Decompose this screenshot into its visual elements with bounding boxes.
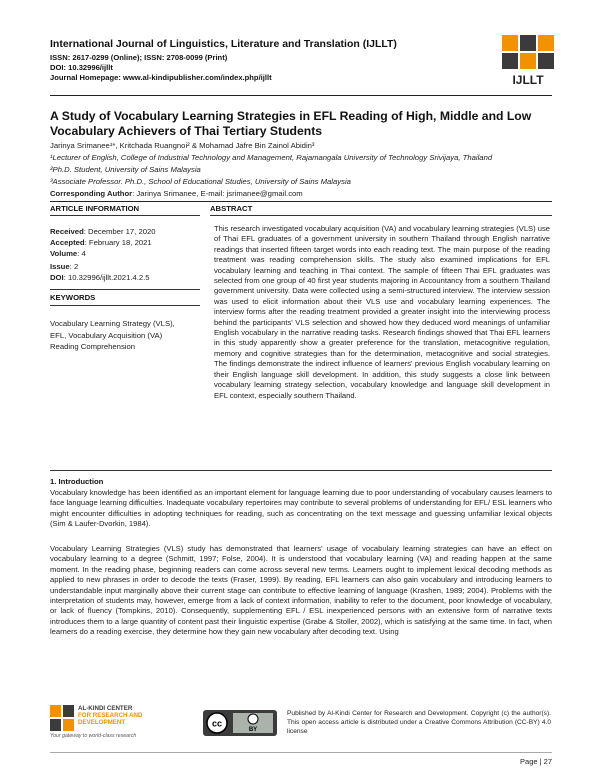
volume-value: : 4: [77, 249, 86, 258]
affiliation-1: ¹Lecturer of English, College of Industrial Technology and Management, Rajamangala University of Technology Srivijaya, Thailand: [50, 153, 493, 162]
affiliation-2: ²Ph.D. Student, University of Sains Malaysia: [50, 165, 201, 174]
section-rule-top: [50, 201, 552, 202]
volume: [50, 249, 86, 258]
alkindi-tagline: Your gateway to world-class research: [50, 733, 137, 739]
corresponding-author: [50, 189, 303, 198]
intro-heading: 1. Introduction: [50, 477, 104, 486]
accepted-value: : February 18, 2021: [84, 238, 152, 247]
keywords-rule-bottom: [50, 305, 200, 306]
footer-rule: [50, 752, 552, 753]
keywords-heading: KEYWORDS: [50, 293, 96, 302]
by-label: BY: [248, 727, 258, 733]
center-line-1: AL-KINDI CENTER: [78, 705, 133, 712]
corresponding-value: : Jarinya Srimanee, E-mail: jsrimanee@gmail.com: [132, 189, 303, 198]
header-rule: [50, 95, 552, 96]
alkindi-center-name: [78, 705, 142, 726]
issue-value: : 2: [69, 262, 79, 271]
journal-homepage[interactable]: Journal Homepage: www.al-kindipublisher.com/index.php/ijllt: [50, 73, 272, 82]
intro-paragraph-2: Vocabulary Learning Strategies (VLS) study has demonstrated that learners' usage of vocabulary learning strategies can have an effect on vocabulary learning to a degree (Schmitt, 1997; Folse, 2004). It is understood that vocabulary learning (VA) and reading happen at the same moment. In the reading phase, beginning readers can come across several new terms. Learners ought to implement lexical decoding methods as applied to new phrases in order to decode the texts (Fraser, 1999). By reading, EFL learners can also gain vocabulary and introducing learners to understandable input marginally above their current stage can contribute to effective learning of language (Krashen, 1989; 2004). Problems with the interpretation of students may, however, emerge from a lack of context information, inability to refer to the document, poor knowledge of vocabulary, or lack of fluency (Tompkins, 2010). Consequently, supplementing EFL / ESL inexperienced persons with an extensive form of narrative texts introduces them to a large quantity of content past their linguistic expertise (Grabe & Stoller, 2002), which is satisfying at the same time. In fact, when learners do a reading exercise, they determine how they gain new vocabulary after decoding text. Using: [50, 544, 552, 637]
cc-label: cc: [211, 718, 223, 729]
keywords-rule-top: [50, 289, 200, 290]
issue: [50, 262, 78, 271]
journal-title: International Journal of Linguistics, Literature and Translation (IJLLT): [50, 38, 397, 50]
volume-label: Volume: [50, 249, 78, 258]
section-rule-bottom: [50, 470, 552, 471]
center-line-2: FOR RESEARCH AND: [78, 712, 143, 719]
paper-title: A Study of Vocabulary Learning Strategies in EFL Reading of High, Middle and Low Vocabulary Achievers of Thai Tertiary Students: [50, 109, 532, 138]
received-value: : December 17, 2020: [83, 227, 156, 236]
received: [50, 227, 156, 236]
abstract-heading: ABSTRACT: [210, 204, 253, 213]
info-rule: [50, 215, 200, 216]
authors: Jarinya Srimanee¹*, Kritchada Ruangnoi² & Mohamad Jafre Bin Zainol Abidin³: [50, 141, 315, 150]
license-text: Published by Al-Kindi Center for Research and Development. Copyright (c) the author(s). This open access article is distributed under a Creative Commons Attribution (CC-BY) 4.0 license: [287, 710, 551, 735]
by-person-icon: [248, 714, 258, 724]
abstract-rule: [210, 215, 552, 216]
accepted: [50, 238, 152, 247]
received-label: Received: [50, 227, 84, 236]
corresponding-label: Corresponding Author: [50, 189, 133, 198]
center-line-3: DEVELOPMENT: [78, 719, 126, 726]
page-number: Page | 27: [520, 757, 552, 766]
abstract-text: This research investigated vocabulary acquisition (VA) and vocabulary learning strategies (VLS) use of Thai EFL graduates of a government university in southern Thailand through English narrative readings that inserted fifteen target words into each reading text. The main purpose of the reading treatment was reading comprehension skills. The study also examined implications for EFL vocabulary learning and teaching in Thai context. The sample of fifteen Thai EFL graduates was selected from one group of 40 first year students majoring in Accountancy from a southern Thailand government university. Data were collected using a semi-structured interview. The interview session was used to elicit information about their VLS use and vocabulary learning experiences. The interview forms after the reading treatment provided a greater insight into the interviewing process behind the participants' VLS selection and showed how they deduced word meanings of unfamiliar English vocabulary in the narrative reading tasks. Research findings showed that Thai EFL learners in this study apparently show a greater preference for the translation, metacognitive regulation, memory and cognitive strategies than for the determination, metacognitive and social strategies. The findings demonstrate the indirect influence of learners' previous English vocabulary learning on their English language skill development. In addition, this study suggests a close link between vocabulary learning strategy selection, vocabulary knowledge and language skill development in EFL context, especially southern Thailand.: [214, 224, 550, 400]
issue-label: Issue: [50, 262, 70, 271]
article-info-heading: ARTICLE INFORMATION: [50, 204, 140, 213]
doi-label: DOI: [50, 273, 64, 282]
journal-issn: ISSN: 2617-0299 (Online); ISSN: 2708-0099 (Print): [50, 53, 228, 62]
journal-doi: DOI: 10.32996/ijllt: [50, 63, 113, 72]
ijllt-logo: [502, 35, 554, 87]
intro-paragraph-1: Vocabulary knowledge has been identified as an important element for language learning due to poor understanding of vocabulary causes learners to face language learning difficulties. Inadequate vocabulary repertoires may contribute to several problems of understanding for EFL/ ESL learners who might encounter difficulties in adopting techniques for reading, such as concentrating on the text message and guessing unfamiliar lexical objects (Sim & Laufer-Dvorkin, 1984).: [50, 488, 552, 529]
keywords-text: Vocabulary Learning Strategy (VLS), EFL, Vocabulary Acquisition (VA) Reading Comprehension: [50, 319, 175, 351]
cc-by-license-badge[interactable]: [203, 710, 277, 736]
doi-value: : 10.32996/ijllt.2021.4.2.5: [63, 273, 150, 282]
logo-text: IJLLT: [512, 73, 544, 87]
alkindi-logo-icon: [50, 705, 74, 731]
affiliation-3: ³Associate Professor. Ph.D., School of Educational Studies, University of Sains Malaysia: [50, 177, 351, 186]
article-doi: [50, 273, 150, 282]
accepted-label: Accepted: [50, 238, 85, 247]
